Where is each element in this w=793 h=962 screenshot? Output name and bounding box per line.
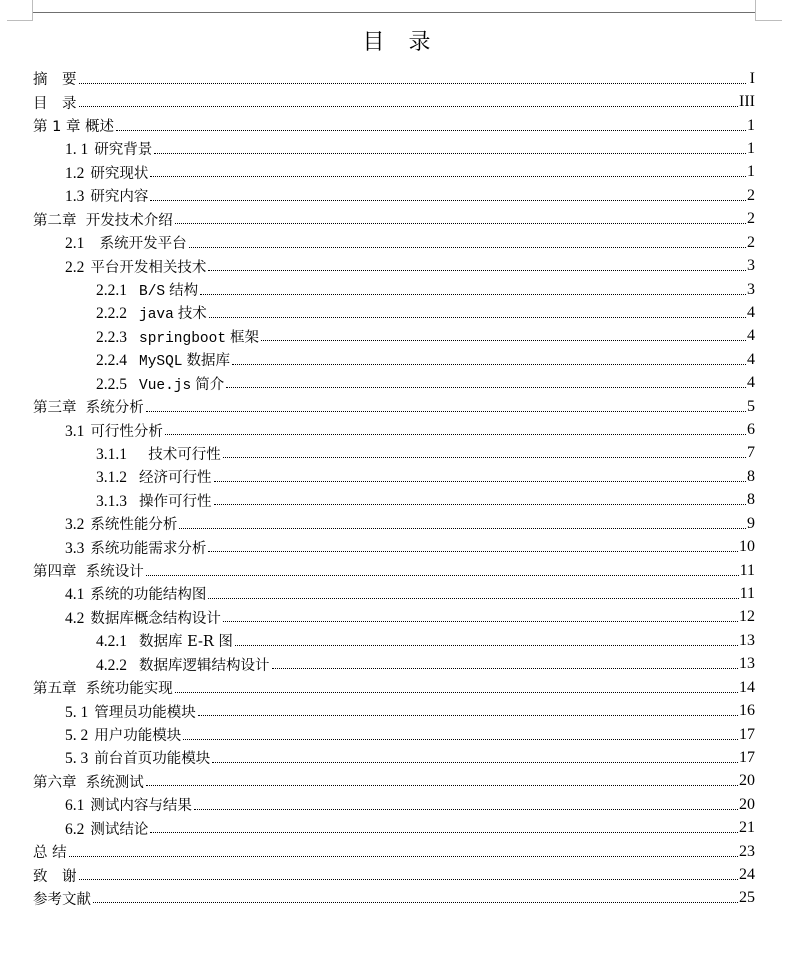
toc-entry[interactable] bbox=[33, 67, 755, 90]
toc-entry-title: 框架 bbox=[230, 329, 260, 346]
toc-entry[interactable] bbox=[33, 582, 755, 605]
toc-entry[interactable] bbox=[33, 90, 755, 113]
toc-entry-page-number: 1 bbox=[747, 116, 755, 134]
toc-entry-page-number: 5 bbox=[747, 397, 755, 415]
toc-entry-page-number: 10 bbox=[739, 538, 755, 556]
toc-entry[interactable] bbox=[33, 746, 755, 769]
toc-entry-label bbox=[96, 349, 231, 370]
toc-entry-number: 2.2.2 bbox=[96, 305, 127, 323]
toc-entry-label bbox=[33, 209, 174, 230]
toc-entry-label bbox=[65, 256, 207, 277]
toc-entry[interactable] bbox=[33, 489, 755, 512]
toc-entry-page-number: 1 bbox=[747, 139, 755, 157]
corner-mark-right-horizontal bbox=[755, 20, 782, 21]
toc-entry-page-number: I bbox=[749, 69, 755, 87]
toc-entry-page-number: 14 bbox=[739, 678, 755, 696]
toc-entry-title: 第六章 系统测试 bbox=[33, 774, 144, 791]
toc-entry[interactable] bbox=[33, 863, 755, 886]
toc-entry-label bbox=[65, 138, 153, 159]
dot-leader bbox=[223, 610, 738, 624]
toc-entry-title: 第 1 章 概述 bbox=[33, 119, 115, 136]
toc-entry-number: 3.2 bbox=[65, 516, 85, 534]
dot-leader bbox=[79, 72, 747, 86]
toc-entry-label bbox=[33, 115, 115, 136]
toc-entry-number: 3.1.3 bbox=[96, 492, 127, 510]
dot-leader bbox=[146, 400, 746, 414]
toc-entry[interactable] bbox=[33, 793, 755, 816]
dot-leader bbox=[261, 329, 746, 343]
dot-leader bbox=[194, 798, 738, 812]
toc-entry-label bbox=[96, 443, 222, 464]
toc-entry-label bbox=[33, 771, 145, 792]
dot-leader bbox=[93, 891, 738, 905]
toc-entry-number: 2.2 bbox=[65, 258, 85, 276]
toc-entry[interactable] bbox=[33, 723, 755, 746]
toc-entry-label bbox=[65, 232, 188, 253]
toc-entry-title: 第三章 系统分析 bbox=[33, 400, 144, 417]
toc-entry-label bbox=[96, 279, 199, 300]
toc-entry-label bbox=[65, 607, 222, 628]
toc-entry[interactable] bbox=[33, 254, 755, 277]
dot-leader bbox=[146, 564, 739, 578]
toc-entry-label bbox=[33, 560, 145, 581]
toc-entry-number: 2.2.4 bbox=[96, 352, 127, 370]
toc-entry-term: MySQL bbox=[139, 354, 183, 371]
toc-entry-title: 可行性分析 bbox=[90, 423, 163, 440]
toc-entry-label bbox=[96, 630, 234, 651]
toc-entry-number: 4.1 bbox=[65, 586, 85, 604]
toc-entry-title: 平台开发相关技术 bbox=[90, 259, 207, 276]
toc-entry-title: 系统功能需求分析 bbox=[90, 540, 207, 557]
title-char-1: 目 bbox=[362, 30, 385, 55]
toc-entry-number: 2.2.5 bbox=[96, 375, 127, 393]
toc-entry[interactable] bbox=[33, 465, 755, 488]
dot-leader bbox=[226, 376, 746, 390]
toc-entry-number: 4.2.2 bbox=[96, 656, 127, 674]
toc-entry-number: 4.2 bbox=[65, 609, 85, 627]
toc-entry-label bbox=[33, 865, 78, 886]
toc-entry-page-number: 8 bbox=[747, 491, 755, 509]
dot-leader bbox=[208, 587, 738, 601]
toc-entry-term: B/S bbox=[139, 284, 166, 300]
toc-entry-number: 5. 2 bbox=[65, 727, 89, 745]
toc-entry-label bbox=[96, 654, 271, 675]
toc-entry[interactable] bbox=[33, 653, 755, 676]
toc-entry-number: 3.3 bbox=[65, 539, 85, 557]
toc-entry-page-number: 17 bbox=[739, 725, 755, 743]
toc-entry-title: 数据库 E-R 图 bbox=[139, 634, 233, 651]
toc-entry-label bbox=[33, 841, 68, 862]
toc-entry[interactable] bbox=[33, 887, 755, 910]
corner-mark-right-vertical bbox=[755, 0, 756, 20]
dot-leader bbox=[150, 165, 746, 179]
dot-leader bbox=[183, 728, 738, 742]
toc-entry[interactable] bbox=[33, 301, 755, 324]
dot-leader bbox=[150, 821, 738, 835]
toc-entry-number: 2.2.3 bbox=[96, 328, 127, 346]
toc-entry-number: 1. 1 bbox=[65, 141, 89, 159]
dot-leader bbox=[223, 446, 746, 460]
toc-entry-title: 技术可行性 bbox=[139, 446, 221, 463]
toc-entry-title: 第五章 系统功能实现 bbox=[33, 681, 173, 698]
toc-entry-label bbox=[65, 420, 164, 441]
toc-entry[interactable] bbox=[33, 395, 755, 418]
toc-entry-title: 总 结 bbox=[33, 845, 67, 862]
toc-entry-page-number: 24 bbox=[739, 866, 755, 884]
dot-leader bbox=[214, 470, 747, 484]
toc-entry-label bbox=[96, 373, 225, 394]
toc-entry-title: 系统开发平台 bbox=[90, 236, 187, 253]
toc-entry-label bbox=[96, 466, 213, 487]
toc-entry-number: 2.2.1 bbox=[96, 282, 127, 299]
dot-leader bbox=[69, 845, 738, 859]
toc-entry-page-number: 17 bbox=[739, 748, 755, 766]
dot-leader bbox=[198, 704, 738, 718]
dot-leader bbox=[235, 634, 738, 648]
dot-leader bbox=[212, 751, 738, 765]
toc-entry-title: 第二章 开发技术介绍 bbox=[33, 212, 173, 229]
toc-entry-title: 研究内容 bbox=[90, 189, 149, 206]
toc-entry-label bbox=[65, 747, 211, 768]
toc-entry[interactable] bbox=[33, 114, 755, 137]
toc-entry-label bbox=[33, 68, 78, 89]
toc-entry-number: 4.2.1 bbox=[96, 633, 127, 651]
toc-entry-label bbox=[65, 162, 149, 183]
toc-entry-title: 数据库概念结构设计 bbox=[90, 610, 221, 627]
dot-leader bbox=[200, 283, 746, 297]
toc-entry[interactable] bbox=[33, 371, 755, 394]
toc-entry-term: springboot bbox=[139, 330, 227, 347]
toc-entry[interactable] bbox=[33, 348, 755, 371]
toc-entry[interactable] bbox=[33, 676, 755, 699]
toc-entry-number: 3.1 bbox=[65, 422, 85, 440]
dot-leader bbox=[272, 657, 739, 671]
title-char-2: 录 bbox=[408, 30, 431, 55]
toc-entry-title: 简介 bbox=[195, 376, 225, 393]
toc-entry-title: 第四章 系统设计 bbox=[33, 564, 144, 581]
toc-entry-page-number: 1 bbox=[747, 163, 755, 181]
toc-entry-page-number: III bbox=[739, 93, 755, 111]
toc-entry-page-number: 6 bbox=[747, 421, 755, 439]
toc-entry-page-number: 23 bbox=[739, 842, 755, 860]
page-title bbox=[0, 28, 793, 58]
toc-entry[interactable] bbox=[33, 184, 755, 207]
toc-entry-page-number: 3 bbox=[747, 257, 755, 275]
toc-entry-label bbox=[33, 677, 174, 698]
toc-entry[interactable] bbox=[33, 325, 755, 348]
dot-leader bbox=[150, 189, 746, 203]
toc-entry-page-number: 20 bbox=[739, 795, 755, 813]
toc-entry-title: 用户功能模块 bbox=[94, 728, 182, 745]
toc-entry-label bbox=[96, 490, 213, 511]
toc-entry-term: Vue.js bbox=[139, 377, 192, 394]
toc-entry-page-number: 16 bbox=[739, 702, 755, 720]
dot-leader bbox=[208, 540, 738, 554]
toc-entry-number: 1.3 bbox=[65, 188, 85, 206]
toc-entry-label bbox=[65, 583, 207, 604]
toc-entry[interactable] bbox=[33, 840, 755, 863]
toc-entry-number: 3.1.1 bbox=[96, 445, 127, 463]
dot-leader bbox=[146, 774, 738, 788]
toc-entry[interactable] bbox=[33, 559, 755, 582]
toc-entry-number: 5. 3 bbox=[65, 750, 89, 768]
toc-entry[interactable] bbox=[33, 161, 755, 184]
toc-entry[interactable] bbox=[33, 817, 755, 840]
toc-entry[interactable] bbox=[33, 629, 755, 652]
toc-entry-term: java bbox=[139, 307, 174, 324]
toc-entry-number: 2.1 bbox=[65, 235, 85, 253]
toc-entry-number: 6.2 bbox=[65, 820, 85, 838]
toc-entry-label bbox=[65, 724, 182, 745]
toc-entry-title: 测试内容与结果 bbox=[90, 798, 192, 815]
toc-entry-title: 前台首页功能模块 bbox=[94, 751, 211, 768]
toc-entry-title: 系统性能分析 bbox=[90, 517, 178, 534]
dot-leader bbox=[179, 517, 746, 531]
toc-entry-page-number: 2 bbox=[747, 233, 755, 251]
toc-entry-page-number: 4 bbox=[747, 303, 755, 321]
toc-entry[interactable] bbox=[33, 442, 755, 465]
toc-entry-label bbox=[65, 818, 149, 839]
toc-entry-label bbox=[33, 92, 78, 113]
toc-entry-page-number: 11 bbox=[739, 561, 755, 579]
toc-entry[interactable] bbox=[33, 535, 755, 558]
toc-entry-label bbox=[65, 185, 149, 206]
toc-entry-title: 经济可行性 bbox=[139, 470, 212, 487]
toc-entry-page-number: 13 bbox=[739, 631, 755, 649]
toc-entry-label bbox=[33, 888, 92, 909]
toc-entry-page-number: 4 bbox=[747, 327, 755, 345]
toc-entry[interactable] bbox=[33, 208, 755, 231]
dot-leader bbox=[175, 681, 738, 695]
toc-entry-title: 研究背景 bbox=[94, 142, 153, 159]
toc-entry-label bbox=[65, 794, 193, 815]
toc-entry[interactable] bbox=[33, 606, 755, 629]
toc-entry[interactable] bbox=[33, 770, 755, 793]
toc-entry-page-number: 8 bbox=[747, 467, 755, 485]
dot-leader bbox=[175, 212, 746, 226]
toc-entry-label bbox=[33, 396, 145, 417]
toc-entry-number: 3.1.2 bbox=[96, 469, 127, 487]
toc-entry-label bbox=[96, 302, 208, 323]
toc-entry-title: 技术 bbox=[177, 306, 207, 323]
dot-leader bbox=[154, 142, 746, 156]
toc-entry-page-number: 4 bbox=[747, 374, 755, 392]
toc-entry-page-number: 2 bbox=[747, 210, 755, 228]
toc-entry-title: 系统的功能结构图 bbox=[90, 587, 207, 604]
dot-leader bbox=[189, 236, 746, 250]
toc-entry-title: 目 录 bbox=[33, 95, 77, 112]
dot-leader bbox=[214, 493, 747, 507]
toc-entry-title: 管理员功能模块 bbox=[94, 704, 196, 721]
toc-entry-label bbox=[65, 537, 207, 558]
toc-entry[interactable] bbox=[33, 699, 755, 722]
toc-entry[interactable] bbox=[33, 137, 755, 160]
toc-entry-number: 5. 1 bbox=[65, 703, 89, 721]
toc-entry-title: 参考文献 bbox=[33, 891, 91, 908]
table-of-contents bbox=[33, 67, 755, 910]
toc-entry-label bbox=[96, 326, 260, 347]
dot-leader bbox=[209, 306, 746, 320]
toc-entry-label bbox=[65, 513, 178, 534]
toc-entry-page-number: 2 bbox=[747, 186, 755, 204]
toc-entry-label bbox=[65, 701, 197, 722]
toc-entry-page-number: 21 bbox=[739, 819, 755, 837]
toc-entry-page-number: 9 bbox=[747, 514, 755, 532]
dot-leader bbox=[79, 868, 739, 882]
dot-leader bbox=[232, 353, 746, 367]
toc-entry[interactable] bbox=[33, 231, 755, 254]
header-rule bbox=[32, 12, 755, 13]
toc-entry-number: 6.1 bbox=[65, 797, 85, 815]
toc-entry-page-number: 4 bbox=[747, 350, 755, 368]
dot-leader bbox=[79, 95, 739, 109]
toc-entry-title: 数据库 bbox=[186, 353, 231, 370]
toc-entry-title: 摘 要 bbox=[33, 72, 77, 89]
toc-entry-title: 结构 bbox=[169, 283, 199, 299]
corner-mark-left-horizontal bbox=[7, 20, 33, 21]
toc-entry-title: 操作可行性 bbox=[139, 493, 212, 510]
toc-entry-page-number: 25 bbox=[739, 889, 755, 907]
dot-leader bbox=[208, 259, 746, 273]
toc-entry-title: 数据库逻辑结构设计 bbox=[139, 657, 270, 674]
toc-entry-page-number: 3 bbox=[747, 280, 755, 298]
toc-entry-page-number: 7 bbox=[747, 444, 755, 462]
toc-entry[interactable] bbox=[33, 418, 755, 441]
dot-leader bbox=[116, 119, 746, 133]
toc-entry-page-number: 20 bbox=[739, 772, 755, 790]
toc-entry-page-number: 12 bbox=[739, 608, 755, 626]
toc-entry-page-number: 11 bbox=[739, 584, 755, 602]
toc-entry-page-number: 13 bbox=[739, 655, 755, 673]
toc-entry[interactable] bbox=[33, 278, 755, 301]
toc-entry-title: 测试结论 bbox=[90, 821, 149, 838]
toc-entry[interactable] bbox=[33, 512, 755, 535]
toc-entry-title: 研究现状 bbox=[90, 165, 149, 182]
dot-leader bbox=[165, 423, 746, 437]
corner-mark-left-vertical bbox=[32, 0, 33, 20]
toc-entry-title: 致 谢 bbox=[33, 868, 77, 885]
toc-entry-number: 1.2 bbox=[65, 164, 85, 182]
